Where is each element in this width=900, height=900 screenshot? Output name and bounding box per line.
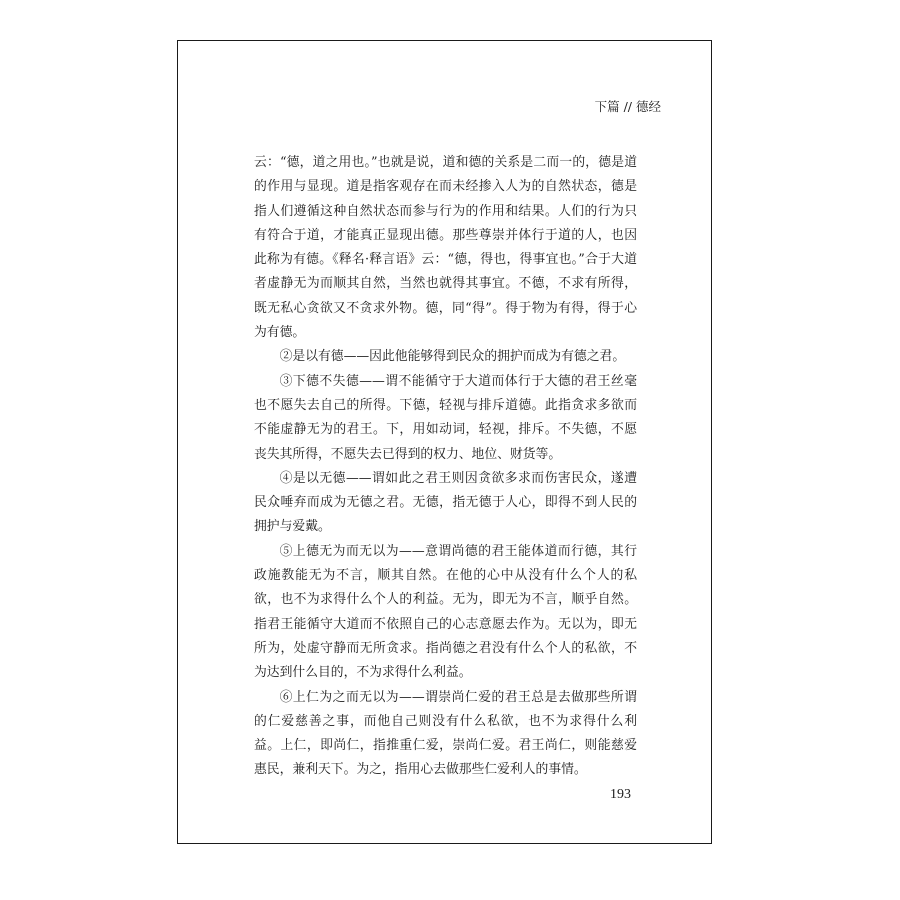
book-page [177, 40, 712, 844]
running-header: 下篇 // 德经 [594, 99, 661, 114]
note-5: ⑤上德无为而无以为——意谓尚德的君王能体道而行德，其行政施教能无为不言，顺其自然。在他的心中从没有什么个人的私欲，也不为求得什么个人的利益。无为，即无为不言，顺乎自然。指君王能循守大道而不依照自己的心志意愿去作为。无以为，即无所为，处虚守静而无所贪求。指尚德之君没有什么个人的私欲，不为达到什么目的，不为求得什么利益。 [254, 543, 637, 681]
body-text [254, 151, 637, 783]
page-number: 193 [610, 787, 631, 802]
note-2: ②是以有德——因此他能够得到民众的拥护而成为有德之君。 [279, 349, 626, 365]
note-4: ④是以无德——谓如此之君王则因贪欲多求而伤害民众，遂遭民众唾弃而成为无德之君。无德，指无德于人心，即得不到人民的拥护与爱戴。 [254, 470, 637, 535]
note-3: ③下德不失德——谓不能循守于大道而体行于大德的君王丝毫也不愿失去自己的所得。下德，轻视与排斥道德。此指贪求多欲而不能虚静无为的君王。下，用如动词，轻视，排斥。不失德，不愿丧失其所得，不愿失去已得到的权力、地位、财货等。 [254, 373, 637, 462]
note-6: ⑥上仁为之而无以为——谓崇尚仁爱的君王总是去做那些所谓的仁爱慈善之事，而他自己则没有什么私欲，也不为求得什么利益。上仁，即尚仁，指推重仁爱，崇尚仁爱。君王尚仁，则能慈爱惠民，兼利天下。为之，指用心去做那些仁爱利人的事情。 [254, 689, 637, 778]
paragraph-continuation: 云：“德，道之用也。”也就是说，道和德的关系是二而一的，德是道的作用与显现。道是指客观存在而未经掺入人为的自然状态，德是指人们遵循这种自然状态而参与行为的作用和结果。人们的行为只有符合于道，才能真正显现出德。那些尊崇并体行于道的人，也因此称为有德。《释名·释言语》云：“德，得也，得事宜也。”合于大道者虚静无为而顺其自然，当然也就得其事宜。不德，不求有所得，既无私心贪欲又不贪求外物。德，同“得”。得于物为有得，得于心为有德。 [254, 155, 637, 341]
